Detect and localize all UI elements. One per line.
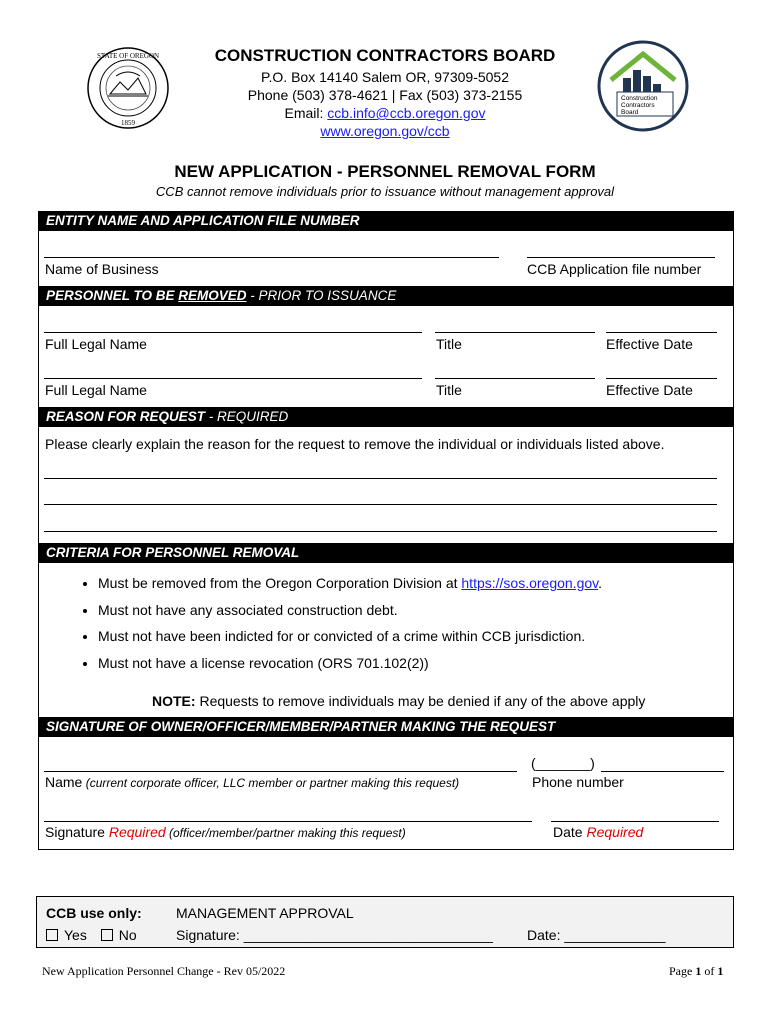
reason-line-1[interactable] [44,478,717,479]
title-line-2[interactable] [435,378,595,379]
reason-instruction: Please clearly explain the reason for the request to remove the individual or individuals listed above. [45,436,665,452]
yes-checkbox[interactable] [46,929,58,941]
reason-bar-a: REASON FOR REQUEST [46,409,206,424]
note-text: Requests to remove individuals may be denied if any of the above apply [195,693,646,709]
phone-number-label: Phone number [532,774,624,790]
signer-name-label: Name (current corporate officer, LLC member or partner making this request) [45,774,460,790]
effective-date-label-2: Effective Date [606,382,693,398]
form-subtitle: CCB cannot remove individuals prior to issuance without management approval [155,184,615,199]
email-link[interactable]: ccb.info@ccb.oregon.gov [327,105,486,121]
personnel-bar-a: PERSONNEL TO BE [46,288,179,303]
signature-hint: (officer/member/partner making this request) [165,826,406,840]
email-label: Email: [284,105,328,121]
personnel-bar-c: - PRIOR TO ISSUANCE [246,288,397,303]
business-name-label: Name of Business [45,261,159,277]
criteria-note [152,693,645,709]
criteria-list [80,570,602,676]
sign-date-line[interactable] [551,821,719,822]
personnel-bar-b: REMOVED [178,288,247,303]
logo-text-2: Contractors [621,102,655,109]
address: P.O. Box 14140 Salem OR, 97309-5052 [260,69,509,85]
no-checkbox[interactable] [101,929,113,941]
reason-line-2[interactable] [44,504,717,505]
logo-text-3: Board [621,109,639,116]
page-number: Page 1 of 1 [669,964,724,978]
sign-date-label: Date Required [553,824,644,840]
phone-line[interactable] [601,771,724,772]
section-bar-entity: ENTITY NAME AND APPLICATION FILE NUMBER [38,211,733,231]
org-name: CONSTRUCTION CONTRACTORS BOARD [214,46,556,65]
file-number-line[interactable] [527,257,715,258]
footer-revision: New Application Personnel Change - Rev 05/2022 [42,964,286,978]
management-approval: MANAGEMENT APPROVAL [176,905,354,921]
yes-label: Yes [64,927,87,943]
date-line-1[interactable] [606,332,717,333]
website-link[interactable]: www.oregon.gov/ccb [320,123,450,139]
phone-area-code: (_______) [531,755,595,771]
date-line-2[interactable] [606,378,717,379]
full-name-label-2: Full Legal Name [45,382,147,398]
approval-signature[interactable]: Signature: ________________________________ [176,927,493,943]
signature-label: Signature Required (officer/member/partner making this request) [45,824,406,840]
title-label-2: Title [436,382,462,398]
reason-line-3[interactable] [44,531,717,532]
section-bar-reason [38,407,733,427]
section-bar-personnel [38,286,733,306]
no-label: No [118,927,137,943]
form-title: NEW APPLICATION - PERSONNEL REMOVAL FORM [174,162,596,181]
logo-text-1: Construction [621,95,658,102]
date-required: Required [586,824,644,840]
full-name-line-2[interactable] [44,378,422,379]
svg-text:STATE OF OREGON: STATE OF OREGON [96,52,160,60]
signature-line[interactable] [44,821,532,822]
full-name-label-1: Full Legal Name [45,336,147,352]
criteria-item-1: • Must be removed from the Oregon Corporation Division at https://sos.oregon.gov. [98,570,602,597]
signer-name-line[interactable] [44,771,517,772]
sos-link[interactable]: https://sos.oregon.gov [461,575,599,591]
effective-date-label-1: Effective Date [606,336,693,352]
criteria-item-4: • Must not have a license revocation (ORS 701.102(2)) [98,650,602,677]
business-name-line[interactable] [44,257,499,258]
approval-date[interactable]: Date: _____________ [527,927,666,943]
title-label-1: Title [436,336,462,352]
section-bar-signature: SIGNATURE OF OWNER/OFFICER/MEMBER/PARTNER MAKING THE REQUEST [38,717,733,737]
note-label: NOTE: [152,693,196,709]
ccb-logo [597,40,689,132]
svg-text:1859: 1859 [121,119,135,127]
signature-required: Required [108,824,166,840]
ccb-use-only-label: CCB use only: [46,905,142,921]
full-name-line-1[interactable] [44,332,422,333]
criteria-item-2: • Must not have any associated construction debt. [98,597,602,624]
approval-choice [46,927,137,943]
section-bar-criteria: CRITERIA FOR PERSONNEL REMOVAL [38,543,733,563]
criteria-item-3: • Must not have been indicted for or convicted of a crime within CCB jurisdiction. [98,623,602,650]
phone-fax: Phone (503) 378-4621 | Fax (503) 373-2155 [247,87,523,103]
reason-bar-b: - REQUIRED [205,409,289,424]
file-number-label: CCB Application file number [527,261,702,277]
title-line-1[interactable] [435,332,595,333]
signer-name-hint: (current corporate officer, LLC member or partner making this request) [82,776,460,790]
